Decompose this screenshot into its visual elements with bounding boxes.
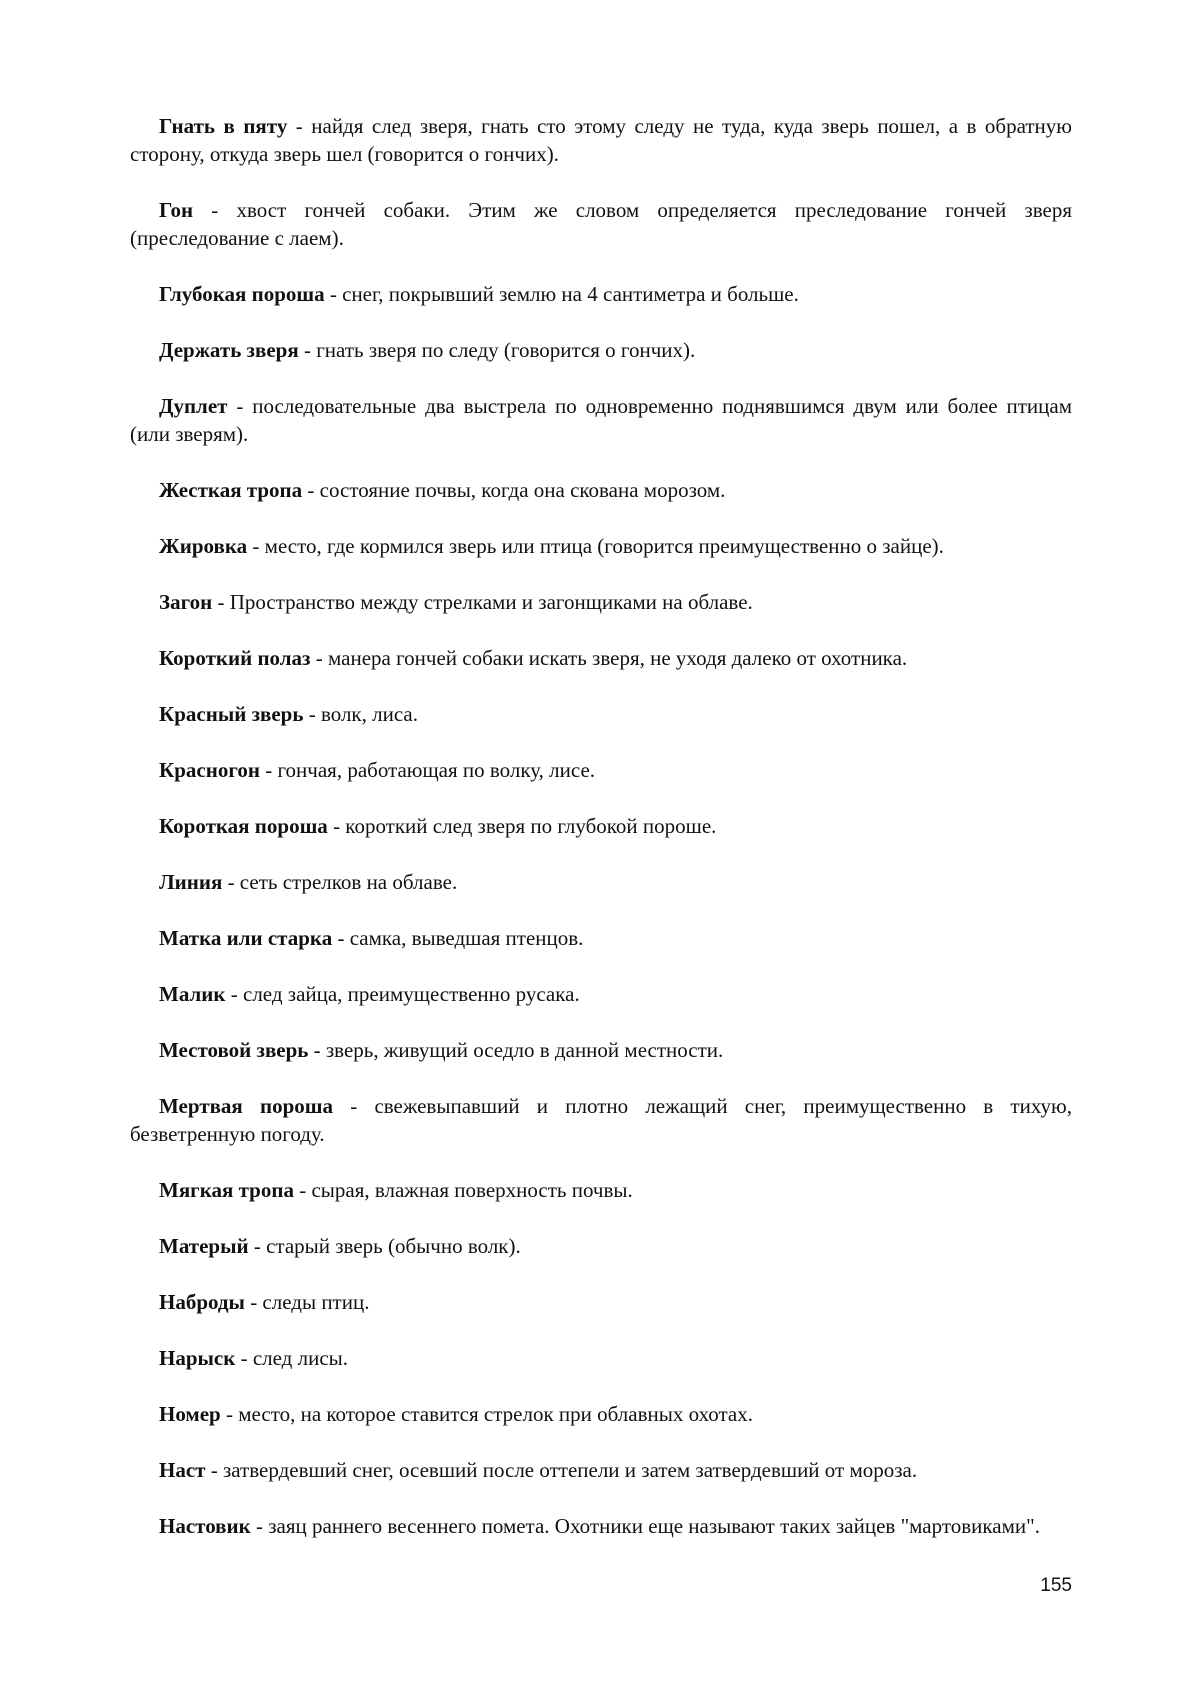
glossary-term: Местовой зверь (159, 1038, 309, 1062)
glossary-entry (130, 1456, 1072, 1484)
glossary-term: Номер (159, 1402, 221, 1426)
glossary-term: Линия (159, 870, 223, 894)
glossary-entry (130, 756, 1072, 784)
glossary-definition: - след зайца, преимущественно русака. (225, 982, 580, 1006)
glossary-entry (130, 1344, 1072, 1372)
glossary-term: Красный зверь (159, 702, 304, 726)
glossary-definition: - следы птиц. (244, 1290, 370, 1314)
glossary-list (130, 112, 1072, 1568)
page-number: 155 (1040, 1575, 1072, 1596)
glossary-term: Нарыск (159, 1346, 236, 1370)
glossary-term: Жировка (159, 534, 248, 558)
glossary-definition: - сырая, влажная поверхность почвы. (293, 1178, 633, 1202)
glossary-definition: - гончая, работающая по волку, лисе. (259, 758, 596, 782)
glossary-entry (130, 196, 1072, 252)
glossary-definition: - найдя след зверя, гнать сто этому следу не туда, куда зверь пошел, а в обратную сторону, откуда зверь шел (говорится о гончих). (130, 114, 1072, 166)
glossary-definition: - зверь, живущий оседло в данной местности. (308, 1038, 724, 1062)
glossary-term: Гон (159, 198, 194, 222)
glossary-entry (130, 392, 1072, 448)
glossary-definition: - место, на которое ставится стрелок при облавных охотах. (220, 1402, 753, 1426)
glossary-definition: - манера гончей собаки искать зверя, не уходя далеко от охотника. (310, 646, 908, 670)
glossary-entry (130, 336, 1072, 364)
glossary-definition: - волк, лиса. (303, 702, 419, 726)
glossary-definition: - затвердевший снег, осевший после оттепели и затем затвердевший от мороза. (205, 1458, 918, 1482)
glossary-entry (130, 1176, 1072, 1204)
glossary-term: Дуплет (159, 394, 228, 418)
glossary-entry (130, 588, 1072, 616)
glossary-definition: - место, где кормился зверь или птица (говорится преимущественно о зайце). (247, 534, 944, 558)
glossary-definition: - гнать зверя по следу (говорится о гончих). (298, 338, 696, 362)
glossary-term: Малик (159, 982, 226, 1006)
glossary-term: Жесткая тропа (159, 478, 303, 502)
glossary-term: Матка или старка (159, 926, 333, 950)
glossary-entry (130, 868, 1072, 896)
glossary-term: Матерый (159, 1234, 249, 1258)
glossary-entry (130, 812, 1072, 840)
glossary-definition: - заяц раннего весеннего помета. Охотники еще называют таких зайцев "мартовиками". (250, 1514, 1040, 1538)
glossary-entry (130, 1512, 1072, 1540)
glossary-definition: - хвост гончей собаки. Этим же словом определяется преследование гончей зверя (преследование с лаем). (130, 198, 1072, 250)
glossary-definition: - снег, покрывший землю на 4 сантиметра и больше. (324, 282, 799, 306)
glossary-entry (130, 700, 1072, 728)
glossary-term: Наброды (159, 1290, 245, 1314)
glossary-definition: - свежевыпавший и плотно лежащий снег, преимущественно в тихую, безветренную погоду. (130, 1094, 1072, 1146)
glossary-definition: - след лисы. (235, 1346, 349, 1370)
glossary-term: Настовик (159, 1514, 251, 1538)
glossary-entry (130, 112, 1072, 168)
glossary-term: Глубокая пороша (159, 282, 325, 306)
glossary-term: Гнать в пяту (159, 114, 288, 138)
glossary-definition: - сеть стрелков на облаве. (222, 870, 458, 894)
glossary-entry (130, 924, 1072, 952)
glossary-term: Короткий полаз (159, 646, 311, 670)
glossary-definition: - старый зверь (обычно волк). (248, 1234, 521, 1258)
glossary-definition: - короткий след зверя по глубокой пороше. (327, 814, 717, 838)
glossary-entry (130, 1288, 1072, 1316)
glossary-term: Наст (159, 1458, 206, 1482)
glossary-entry (130, 1400, 1072, 1428)
glossary-entry (130, 644, 1072, 672)
glossary-term: Мертвая пороша (159, 1094, 334, 1118)
glossary-definition: - самка, выведшая птенцов. (332, 926, 584, 950)
glossary-entry (130, 1036, 1072, 1064)
glossary-definition: - последовательные два выстрела по одновременно поднявшимся двум или более птицам (или зверям). (130, 394, 1072, 446)
glossary-term: Держать зверя (159, 338, 299, 362)
glossary-term: Мягкая тропа (159, 1178, 294, 1202)
glossary-entry (130, 980, 1072, 1008)
glossary-entry (130, 1232, 1072, 1260)
glossary-entry (130, 1092, 1072, 1148)
glossary-term: Короткая пороша (159, 814, 328, 838)
glossary-definition: - Пространство между стрелками и загонщиками на облаве. (212, 590, 753, 614)
glossary-term: Загон (159, 590, 213, 614)
glossary-definition: - состояние почвы, когда она скована морозом. (302, 478, 726, 502)
glossary-term: Красногон (159, 758, 260, 782)
glossary-entry (130, 476, 1072, 504)
glossary-entry (130, 280, 1072, 308)
glossary-entry (130, 532, 1072, 560)
